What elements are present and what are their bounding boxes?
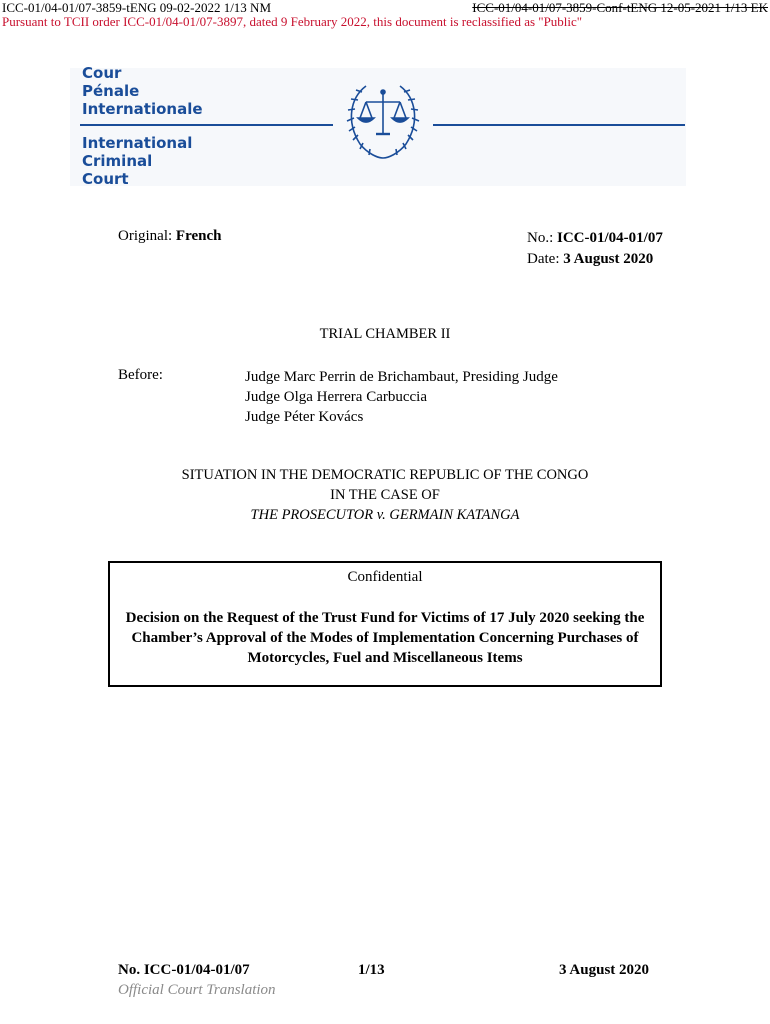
case-meta — [527, 228, 663, 270]
footer-page-number: 1/13 — [358, 962, 385, 978]
logo-line: Pénale — [82, 82, 140, 100]
judge-name: Judge Olga Herrera Carbuccia — [245, 389, 427, 405]
situation-line: IN THE CASE OF — [330, 487, 440, 503]
case-number-label: No.: — [527, 230, 554, 246]
stamp-left: ICC-01/04-01/07-3859-tENG 09-02-2022 1/13 NM — [2, 0, 272, 15]
logo-line: International — [82, 134, 193, 152]
judge-name: Judge Péter Kovács — [245, 409, 364, 425]
situation-line: SITUATION IN THE DEMOCRATIC REPUBLIC OF THE CONGO — [181, 467, 589, 483]
case-number-value: ICC-01/04-01/07 — [557, 230, 663, 246]
chamber-heading: TRIAL CHAMBER II — [319, 326, 451, 342]
logo-divider-right — [433, 124, 685, 126]
document-date-label: Date: — [527, 251, 560, 267]
decision-title-line: Decision on the Request of the Trust Fund for Victims of 17 July 2020 seeking the — [125, 610, 645, 626]
judges-list — [245, 367, 558, 427]
logo-french-name — [82, 64, 203, 118]
case-situation — [0, 465, 770, 525]
original-value: French — [175, 228, 222, 244]
footer-date: 3 August 2020 — [559, 962, 650, 978]
footer-translation-note: Official Court Translation — [118, 982, 276, 998]
decision-title-line: Chamber’s Approval of the Modes of Implementation Concerning Purchases of — [131, 630, 639, 646]
judge-name: Judge Marc Perrin de Brichambaut, Presiding Judge — [245, 369, 558, 385]
before-label: Before: — [118, 367, 163, 383]
logo-line: Court — [82, 170, 129, 188]
reclassification-notice: Pursuant to TCII order ICC-01/04-01/07-3897, dated 9 February 2022, this document is reclassified as "Public" — [2, 14, 583, 29]
document-date — [527, 249, 663, 270]
classification-label: Confidential — [347, 569, 423, 585]
logo-line: Criminal — [82, 152, 153, 170]
decision-title — [118, 608, 652, 668]
original-label: Original: — [118, 228, 173, 244]
footer-case-number: No. ICC-01/04-01/07 — [118, 962, 250, 978]
stamp-right-struck: ICC-01/04-01/07-3859-Conf-tENG 12-05-2021 1/13 EK — [472, 0, 768, 15]
case-number — [527, 228, 663, 249]
scales-of-justice-laurel-icon — [338, 78, 428, 160]
original-language — [118, 228, 221, 245]
logo-divider-left — [80, 124, 333, 126]
case-title: THE PROSECUTOR v. GERMAIN KATANGA — [250, 507, 520, 523]
document-date-value: 3 August 2020 — [563, 251, 654, 267]
decision-title-box — [108, 561, 662, 687]
logo-english-name — [82, 134, 192, 188]
decision-title-line: Motorcycles, Fuel and Miscellaneous Items — [247, 650, 523, 666]
logo-line: Cour — [82, 64, 122, 82]
logo-line: Internationale — [82, 100, 203, 118]
